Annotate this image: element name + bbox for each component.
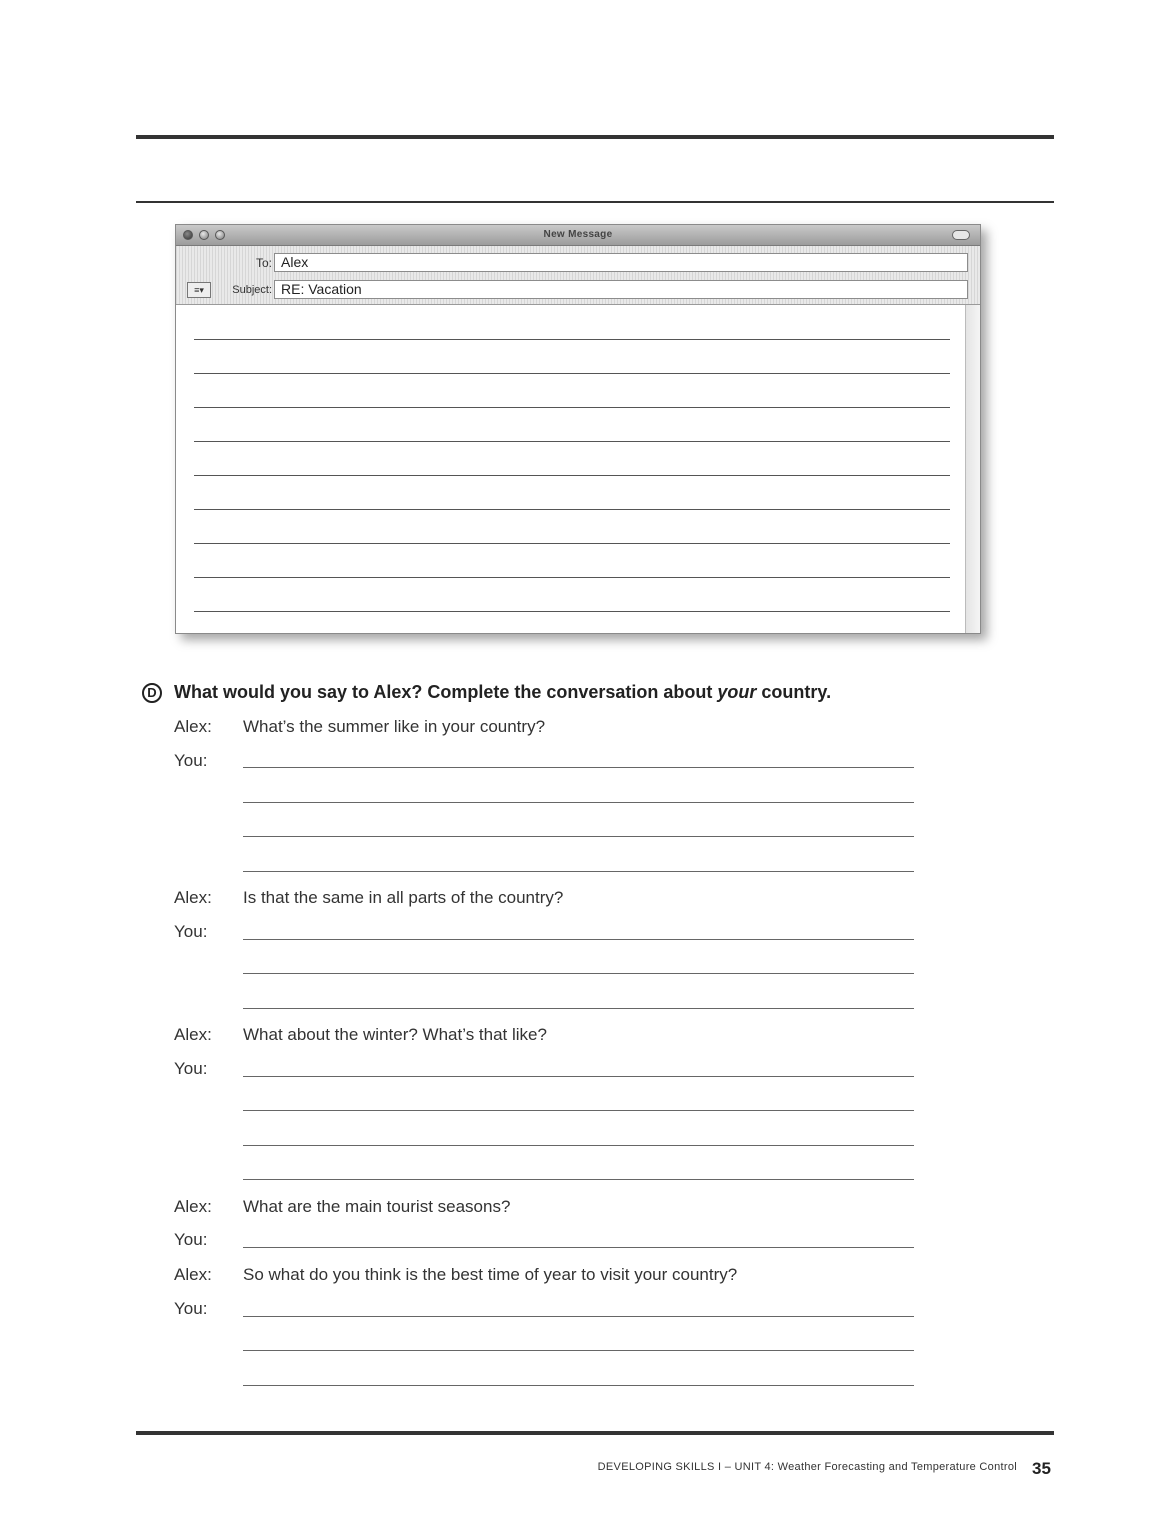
answer-line[interactable]	[243, 802, 914, 803]
answer-line[interactable]	[243, 1385, 914, 1386]
speaker-you: You:	[174, 751, 208, 770]
writing-line	[194, 373, 950, 374]
exercise-letter-badge: D	[142, 683, 162, 703]
window-title: New Message	[543, 229, 613, 240]
toolbar-toggle-icon[interactable]	[952, 230, 970, 240]
running-footer	[598, 1461, 1017, 1473]
speaker-you: You:	[174, 1299, 208, 1318]
writing-line	[194, 543, 950, 544]
top-rule	[136, 135, 1054, 139]
question-5: So what do you think is the best time of year to visit your country?	[243, 1265, 738, 1284]
message-body[interactable]	[176, 305, 966, 633]
to-field[interactable]: Alex	[274, 253, 968, 272]
speaker-alex: Alex:	[174, 1265, 212, 1284]
subject-label: Subject:	[232, 284, 272, 296]
writing-line	[194, 441, 950, 442]
subject-field[interactable]: RE: Vacation	[274, 280, 968, 299]
writing-line	[194, 611, 950, 612]
mail-window	[175, 224, 981, 634]
speaker-you: You:	[174, 1230, 208, 1249]
speaker-alex: Alex:	[174, 1025, 212, 1044]
footer-title: Weather Forecasting and Temperature Control	[777, 1461, 1017, 1473]
writing-line	[194, 475, 950, 476]
answer-line[interactable]	[243, 1179, 914, 1180]
answer-line[interactable]	[243, 836, 914, 837]
answer-line[interactable]	[243, 1008, 914, 1009]
writing-line	[194, 407, 950, 408]
answer-line[interactable]	[243, 1076, 914, 1077]
question-2: Is that the same in all parts of the country?	[243, 888, 564, 907]
scrollbar[interactable]	[965, 305, 980, 633]
answer-line[interactable]	[243, 1316, 914, 1317]
question-4: What are the main tourist seasons?	[243, 1197, 511, 1216]
mail-header	[176, 246, 980, 305]
speaker-you: You:	[174, 1059, 208, 1078]
answer-line[interactable]	[243, 1350, 914, 1351]
question-3: What about the winter? What’s that like?	[243, 1025, 547, 1044]
second-rule	[136, 201, 1054, 203]
answer-line[interactable]	[243, 871, 914, 872]
speaker-alex: Alex:	[174, 888, 212, 907]
header-menu-icon[interactable]: ≡▾	[187, 282, 211, 298]
exercise-instruction: What would you say to Alex? Complete the conversation about your country.	[174, 682, 832, 702]
question-1: What’s the summer like in your country?	[243, 717, 546, 736]
writing-line	[194, 509, 950, 510]
answer-line[interactable]	[243, 973, 914, 974]
writing-line	[194, 577, 950, 578]
speaker-alex: Alex:	[174, 717, 212, 736]
answer-line[interactable]	[243, 1145, 914, 1146]
speaker-alex: Alex:	[174, 1197, 212, 1216]
footer-series: DEVELOPING SKILLS I – UNIT 4:	[597, 1461, 775, 1473]
window-titlebar	[176, 225, 980, 246]
answer-line[interactable]	[243, 939, 914, 940]
speaker-you: You:	[174, 922, 208, 941]
writing-line	[194, 339, 950, 340]
answer-line[interactable]	[243, 1247, 914, 1248]
page-number: 35	[1032, 1459, 1051, 1478]
to-label: To:	[255, 256, 272, 270]
answer-line[interactable]	[243, 767, 914, 768]
answer-line[interactable]	[243, 1110, 914, 1111]
instruction-emphasis: your	[717, 682, 757, 702]
bottom-rule	[136, 1431, 1054, 1435]
